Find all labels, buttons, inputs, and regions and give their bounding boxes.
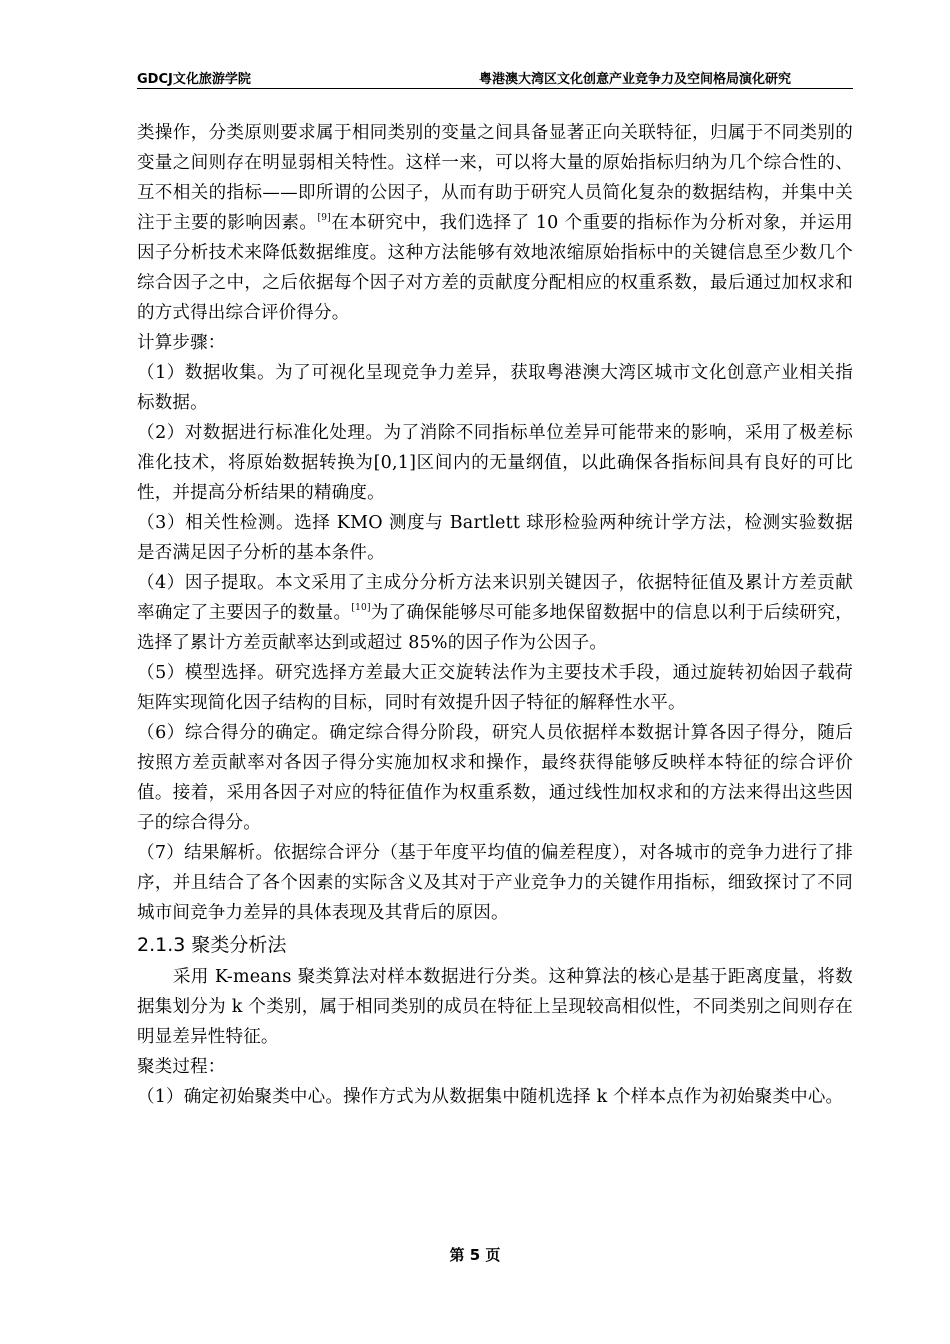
section-heading: 2.1.3 聚类分析法 (137, 934, 287, 956)
cluster-step-1: （1）确定初始聚类中心。操作方式为从数据集中随机选择 k 个样本点作为初始聚类中心。 (137, 1087, 844, 1107)
header-institution: GDCJ文化旅游学院 (137, 72, 251, 87)
citation-ref: [10] (351, 603, 371, 613)
header-paper-title: 粤港澳大湾区文化创意产业竞争力及空间格局演化研究 (478, 72, 791, 87)
paragraph-text: 类操作，分类原则要求属于相同类别的变量之间具备显著正向关联特征，归属于不同类别的变量之间则存在明显弱相关特性。这样一来，可以将大量的原始指标归纳为几个综合性的、互不相关的指标——即所谓的公因子，从而有助于研究人员简化复杂的数据结构，并集中关注于主要的影响因素。 (137, 123, 853, 233)
header-rule (137, 88, 853, 89)
step-7: （7）结果解析。依据综合评分（基于年度平均值的偏差程度），对各城市的竞争力进行了排序，并且结合了各个因素的实际含义及其对于产业竞争力的关键作用指标，细致探讨了不同城市间竞争力差异的具体表现及其背后的原因。 (137, 843, 853, 923)
step-5: （5）模型选择。研究选择方差最大正交旋转法作为主要技术手段，通过旋转初始因子载荷矩阵实现简化因子结构的目标，同时有效提升因子特征的解释性水平。 (137, 663, 853, 713)
running-header (137, 66, 853, 88)
step-1: （1）数据收集。为了可视化呈现竞争力差异，获取粤港澳大湾区城市文化创意产业相关指标数据。 (137, 363, 853, 413)
page-number: 第 5 页 (449, 1246, 501, 1264)
cluster-process-label: 聚类过程： (137, 1057, 226, 1077)
citation-ref: [9] (317, 213, 331, 223)
step-text: 为了确保能够尽可能多地保留数据中的信息以利于后续研究，选择了累计方差贡献率达到或超过 85%的因子作为公因子。 (137, 603, 853, 653)
step-4 (137, 568, 853, 658)
page-body (137, 118, 853, 1112)
paragraph-kmeans: 采用 K-means 聚类算法对样本数据进行分类。这种算法的核心是基于距离度量，将数据集划分为 k 个类别，属于相同类别的成员在特征上呈现较高相似性，不同类别之间则存在明显差异性特征。 (137, 967, 853, 1047)
step-6: （6）综合得分的确定。确定综合得分阶段，研究人员依据样本数据计算各因子得分，随后按照方差贡献率对各因子得分实施加权求和操作，最终获得能够反映样本特征的综合评价值。接着，采用各因子对应的特征值作为权重系数，通过线性加权求和的方法来得出这些因子的综合得分。 (137, 723, 853, 833)
step-text: （4）因子提取。本文采用了主成分分析方法来识别关键因子，依据特征值及累计方差贡献率确定了主要因子的数量。 (137, 573, 853, 623)
paragraph-factor-analysis (137, 118, 853, 328)
step-3: （3）相关性检测。选择 KMO 测度与 Bartlett 球形检验两种统计学方法，检测实验数据是否满足因子分析的基本条件。 (137, 513, 853, 563)
calc-steps-label: 计算步骤： (137, 333, 226, 353)
paragraph-text: 在本研究中，我们选择了 10 个重要的指标作为分析对象，并运用因子分析技术来降低数据维度。这种方法能够有效地浓缩原始指标中的关键信息至少数几个综合因子之中，之后依据每个因子对方差的贡献度分配相应的权重系数，最后通过加权求和的方式得出综合评价得分。 (137, 213, 854, 323)
step-2: （2）对数据进行标准化处理。为了消除不同指标单位差异可能带来的影响，采用了极差标准化技术，将原始数据转换为[0,1]区间内的无量纲值，以此确保各指标间具有良好的可比性，并提高分析结果的精确度。 (137, 423, 853, 503)
